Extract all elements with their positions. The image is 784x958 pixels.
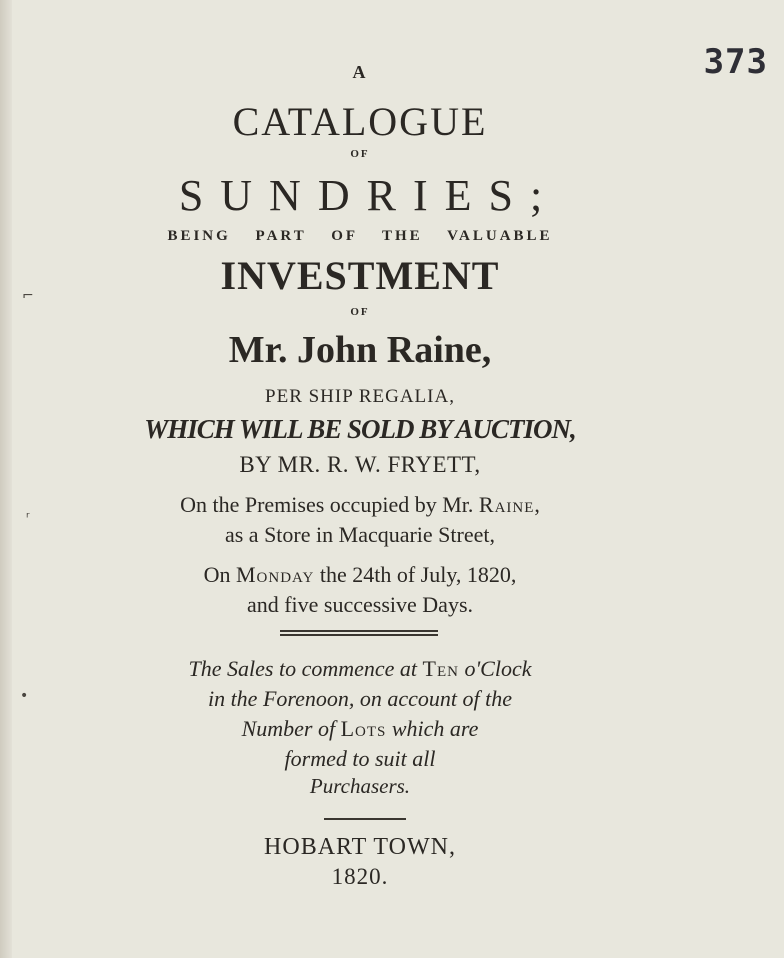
- margin-mark-icon: ʳ: [26, 510, 30, 526]
- notice-line-3-pre: Number of: [241, 716, 336, 741]
- title-sundries: SUNDRIES;: [178, 171, 560, 220]
- owner-name: Mr. John Raine,: [228, 329, 492, 371]
- date-line: [0, 562, 720, 588]
- premises-line: [0, 492, 720, 518]
- page-number: 373: [703, 42, 768, 82]
- premises-name: Raine: [478, 492, 535, 517]
- title-article: A: [352, 62, 368, 82]
- single-rule-divider: [324, 818, 406, 820]
- notice-line-1-post: o'Clock: [464, 656, 532, 681]
- margin-mark-icon: •: [20, 688, 29, 704]
- notice-line-3-lots: Lots: [340, 716, 387, 741]
- imprint-year: 1820.: [331, 864, 389, 889]
- ship-name: PER SHIP REGALIA,: [265, 386, 455, 407]
- title-investment: INVESTMENT: [220, 253, 500, 298]
- double-rule-divider: [280, 630, 438, 636]
- date-rest: the 24th of July, 1820,: [319, 562, 517, 587]
- date-prefix: On: [203, 562, 231, 587]
- date-day: Monday: [235, 562, 315, 587]
- notice-line-4: formed to suit all: [284, 746, 436, 771]
- margin-mark-icon: ⌐: [22, 288, 34, 304]
- title-of-second: OF: [350, 306, 370, 318]
- notice-line-1-pre: The Sales to commence at: [188, 656, 418, 681]
- title-catalogue: CATALOGUE: [232, 99, 488, 144]
- store-line: as a Store in Macquarie Street,: [224, 522, 495, 547]
- notice-line-5: Purchasers.: [309, 774, 411, 798]
- days-line: and five successive Days.: [246, 592, 474, 617]
- notice-line-3: [0, 716, 720, 742]
- premises-punct: ,: [534, 492, 540, 517]
- imprint-place: HOBART TOWN,: [264, 834, 456, 860]
- notice-line-2: in the Forenoon, on account of the: [207, 686, 513, 711]
- auction-line: WHICH WILL BE SOLD BY AUCTION,: [144, 414, 576, 444]
- title-being-part: BEING PART OF THE VALUABLE: [167, 228, 553, 244]
- notice-line-1-ten: Ten: [422, 656, 459, 681]
- notice-line-1: [0, 656, 720, 682]
- title-of: OF: [350, 148, 370, 160]
- notice-line-3-post: which are: [391, 716, 479, 741]
- auctioneer-line: BY MR. R. W. FRYETT,: [239, 452, 481, 477]
- premises-text: On the Premises occupied by Mr.: [180, 492, 474, 517]
